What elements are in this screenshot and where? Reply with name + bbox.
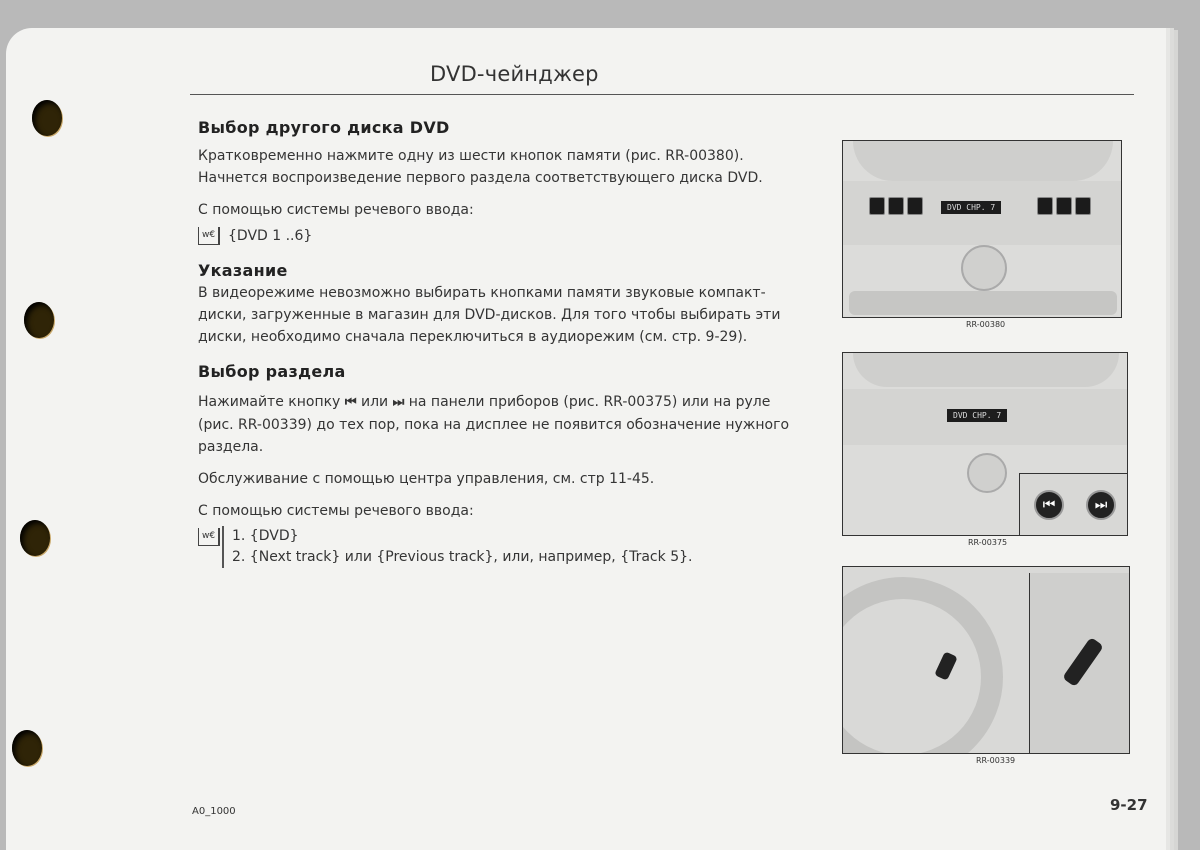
voice-step: 1. {DVD} bbox=[232, 528, 299, 544]
header-divider bbox=[190, 94, 1134, 95]
next-track-icon: ⏭ bbox=[1086, 490, 1116, 520]
page-number: 9-27 bbox=[1110, 796, 1148, 814]
figure-dashboard-memory-buttons bbox=[842, 140, 1122, 318]
section-paragraph-note: В видеорежиме невозможно выбирать кнопками памяти звуковые компакт-диски, загруженные в магазин для DVD-дисков. Для того чтобы выбирать эти диски, необходимо сначала переключиться в аудиорежим (см. стр. 9-29). bbox=[198, 285, 781, 345]
voice-intro: С помощью системы речевого ввода: bbox=[198, 202, 474, 218]
section-heading-disc: Выбор другого диска DVD bbox=[198, 118, 450, 137]
section-heading-chapter: Выбор раздела bbox=[198, 362, 346, 381]
voice-input-icon: w€ bbox=[198, 528, 220, 546]
memory-buttons-right bbox=[1037, 197, 1091, 215]
changer-display: DVD CHP. 7 bbox=[941, 201, 1001, 214]
chapter-text-before: Нажимайте кнопку bbox=[198, 394, 341, 410]
binder-hole bbox=[32, 100, 62, 136]
next-track-icon: ⏭ bbox=[392, 395, 405, 410]
figure-caption: RR-00380 bbox=[966, 320, 1006, 329]
memory-button bbox=[869, 197, 885, 215]
section-paragraph-chapter bbox=[198, 391, 798, 458]
memory-button bbox=[1075, 197, 1091, 215]
binder-hole bbox=[12, 730, 42, 766]
previous-track-icon: ⏮ bbox=[1034, 490, 1064, 520]
voice-step: 2. {Next track} или {Previous track}, или, например, {Track 5}. bbox=[232, 549, 693, 565]
voice-command: {DVD 1 ..6} bbox=[228, 228, 313, 244]
voice-command-block bbox=[198, 225, 798, 247]
steering-wheel bbox=[842, 577, 1003, 754]
binder-hole bbox=[20, 520, 50, 556]
memory-button bbox=[1037, 197, 1053, 215]
changer-display: DVD CHP. 7 bbox=[947, 409, 1007, 422]
figure-caption: RR-00375 bbox=[968, 538, 1008, 547]
binder-hole bbox=[24, 302, 54, 338]
voice-input-icon: w€ bbox=[198, 227, 220, 245]
footer-code: A0_1000 bbox=[192, 806, 236, 817]
memory-button bbox=[907, 197, 923, 215]
figure-steering-wheel bbox=[842, 566, 1130, 754]
previous-track-icon: ⏮ bbox=[344, 395, 357, 410]
memory-button bbox=[888, 197, 904, 215]
main-text bbox=[198, 118, 798, 568]
glovebox bbox=[849, 291, 1117, 315]
memory-buttons-left bbox=[869, 197, 923, 215]
voice-steps-list bbox=[222, 526, 692, 568]
section-paragraph-disc: Кратковременно нажмите одну из шести кнопок памяти (рис. RR-00380). Начнется воспроизведение первого раздела соответствующего диска DVD. bbox=[198, 148, 763, 186]
section-heading-note: Указание bbox=[198, 261, 288, 280]
memory-button bbox=[1056, 197, 1072, 215]
chapter-text-after: на панели приборов (рис. RR-00375) или на руле (рис. RR-00339) до тех пор, пока на дисплее не появится обозначение нужного раздела. bbox=[198, 394, 790, 455]
page-header-title: DVD-чейнджер bbox=[430, 62, 599, 86]
rotary-knob bbox=[967, 453, 1007, 493]
rotary-knob bbox=[961, 245, 1007, 291]
dash-vent bbox=[853, 141, 1113, 181]
service-note: Обслуживание с помощью центра управления, см. стр 11-45. bbox=[198, 471, 655, 487]
track-buttons-inset bbox=[1019, 473, 1128, 536]
figure-dashboard-track-buttons bbox=[842, 352, 1128, 536]
chapter-text-or: или bbox=[360, 394, 389, 410]
voice-intro: С помощью системы речевого ввода: bbox=[198, 503, 474, 519]
figure-caption: RR-00339 bbox=[976, 756, 1016, 765]
dash-vent bbox=[853, 353, 1119, 387]
voice-steps-block bbox=[198, 526, 798, 568]
